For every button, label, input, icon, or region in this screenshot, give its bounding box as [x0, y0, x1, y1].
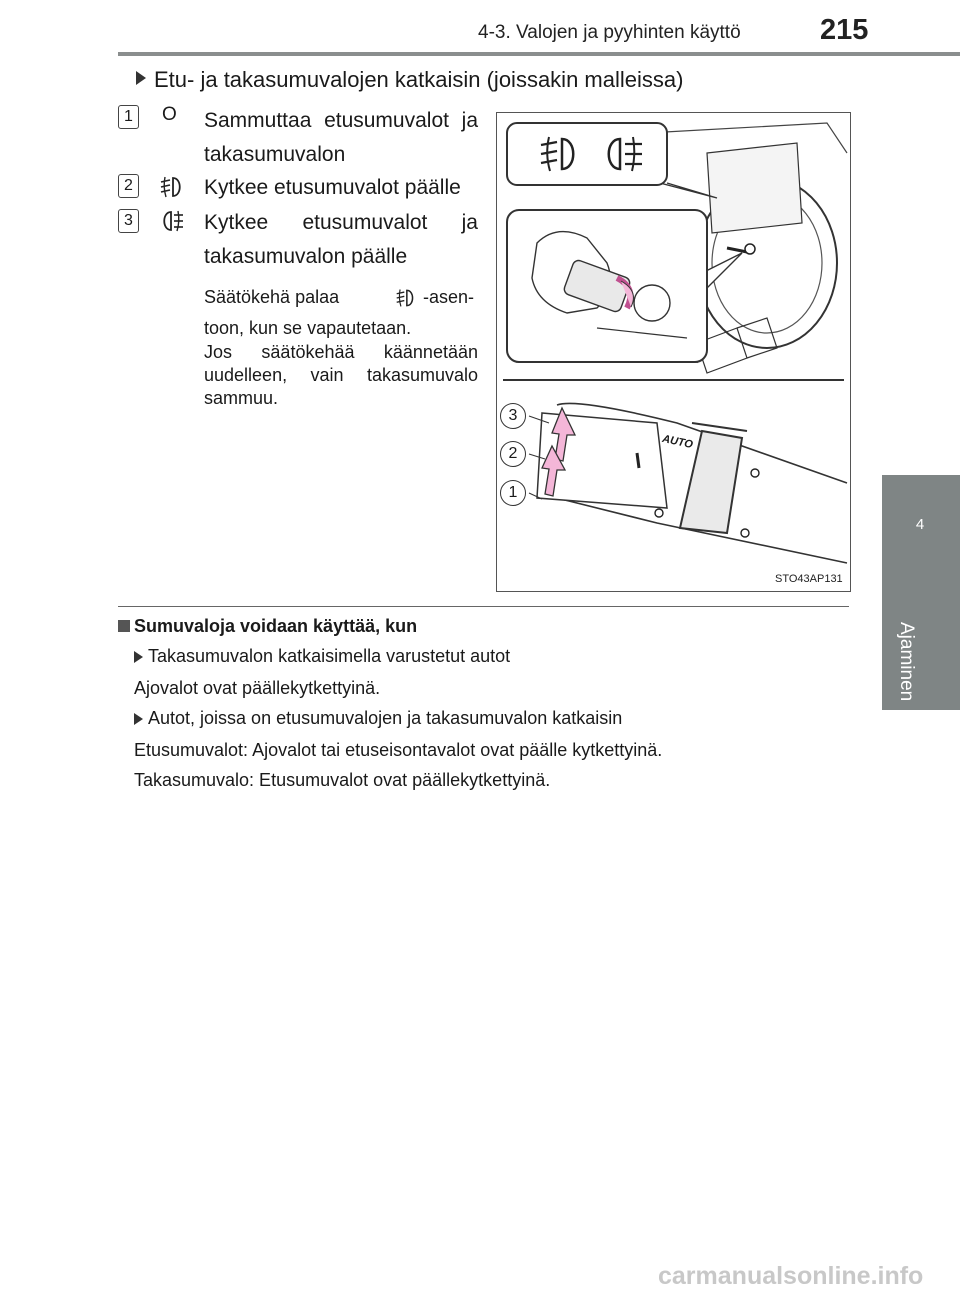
condition-text-3: Takasumuvalo: Etusumuvalot ovat päällekytkettyinä.: [134, 770, 551, 790]
figure-drawing: [497, 113, 850, 591]
off-symbol-icon: O: [162, 104, 177, 125]
condition-text-2: Etusumuvalot: Ajovalot tai etuseisontavalot ovat päälle kytkettyinä.: [134, 740, 663, 760]
condition-sub-1: Takasumuvalon katkaisimella varustetut autot: [148, 646, 511, 666]
bullet-triangle-icon: [134, 651, 143, 663]
item-text-3: Kytkee etusumuvalot ja takasumuvalon päälle: [204, 211, 478, 268]
note-part4: Jos säätökehää käännetään uudelleen, vain takasumuvalo sammuu.: [204, 342, 478, 408]
chapter-title: Ajaminen: [896, 622, 917, 702]
callout-2: 2: [500, 441, 526, 467]
section-heading: Etu- ja takasumuvalojen katkaisin (joissakin malleissa): [154, 67, 684, 92]
item-number-2: 2: [118, 174, 139, 198]
item-number-3: 3: [118, 209, 139, 233]
item-number-1: 1: [118, 105, 139, 129]
note-part2: -asen-: [423, 287, 475, 307]
front-fog-light-icon: [394, 287, 418, 309]
rear-fog-light-icon: [158, 208, 186, 234]
conditions-title: Sumuvaloja voidaan käyttää, kun: [134, 616, 418, 636]
item-text-2: Kytkee etusumuvalot päälle: [204, 176, 461, 199]
condition-sub-2: Autot, joissa on etusumuvalojen ja takasumuvalon katkaisin: [148, 708, 623, 728]
figure-code: STO43AP131: [775, 573, 843, 585]
auto-label: AUTO: [661, 432, 694, 452]
callout-3: 3: [500, 403, 526, 429]
section-divider: [118, 606, 849, 607]
chapter-tab: [882, 475, 960, 710]
square-bullet-icon: [118, 620, 130, 632]
section-title: 4-3. Valojen ja pyyhinten käyttö: [478, 22, 741, 43]
bullet-triangle-icon: [136, 71, 146, 85]
watermark: carmanualsonline.info: [658, 1262, 924, 1290]
front-fog-light-icon: [158, 174, 186, 200]
chapter-number: 4: [915, 516, 925, 533]
page-number: 215: [820, 14, 869, 46]
header-rule: [118, 52, 960, 56]
item-text-1: Sammuttaa etusumuvalot ja takasumuvalon: [204, 109, 478, 166]
note-part1: Säätökehä palaa: [204, 287, 340, 307]
bullet-triangle-icon: [134, 713, 143, 725]
condition-text-1: Ajovalot ovat päällekytkettyinä.: [134, 678, 381, 698]
note-part3: toon, kun se vapautetaan.: [204, 318, 412, 338]
callout-1: 1: [500, 480, 526, 506]
switch-illustration: [496, 112, 851, 592]
